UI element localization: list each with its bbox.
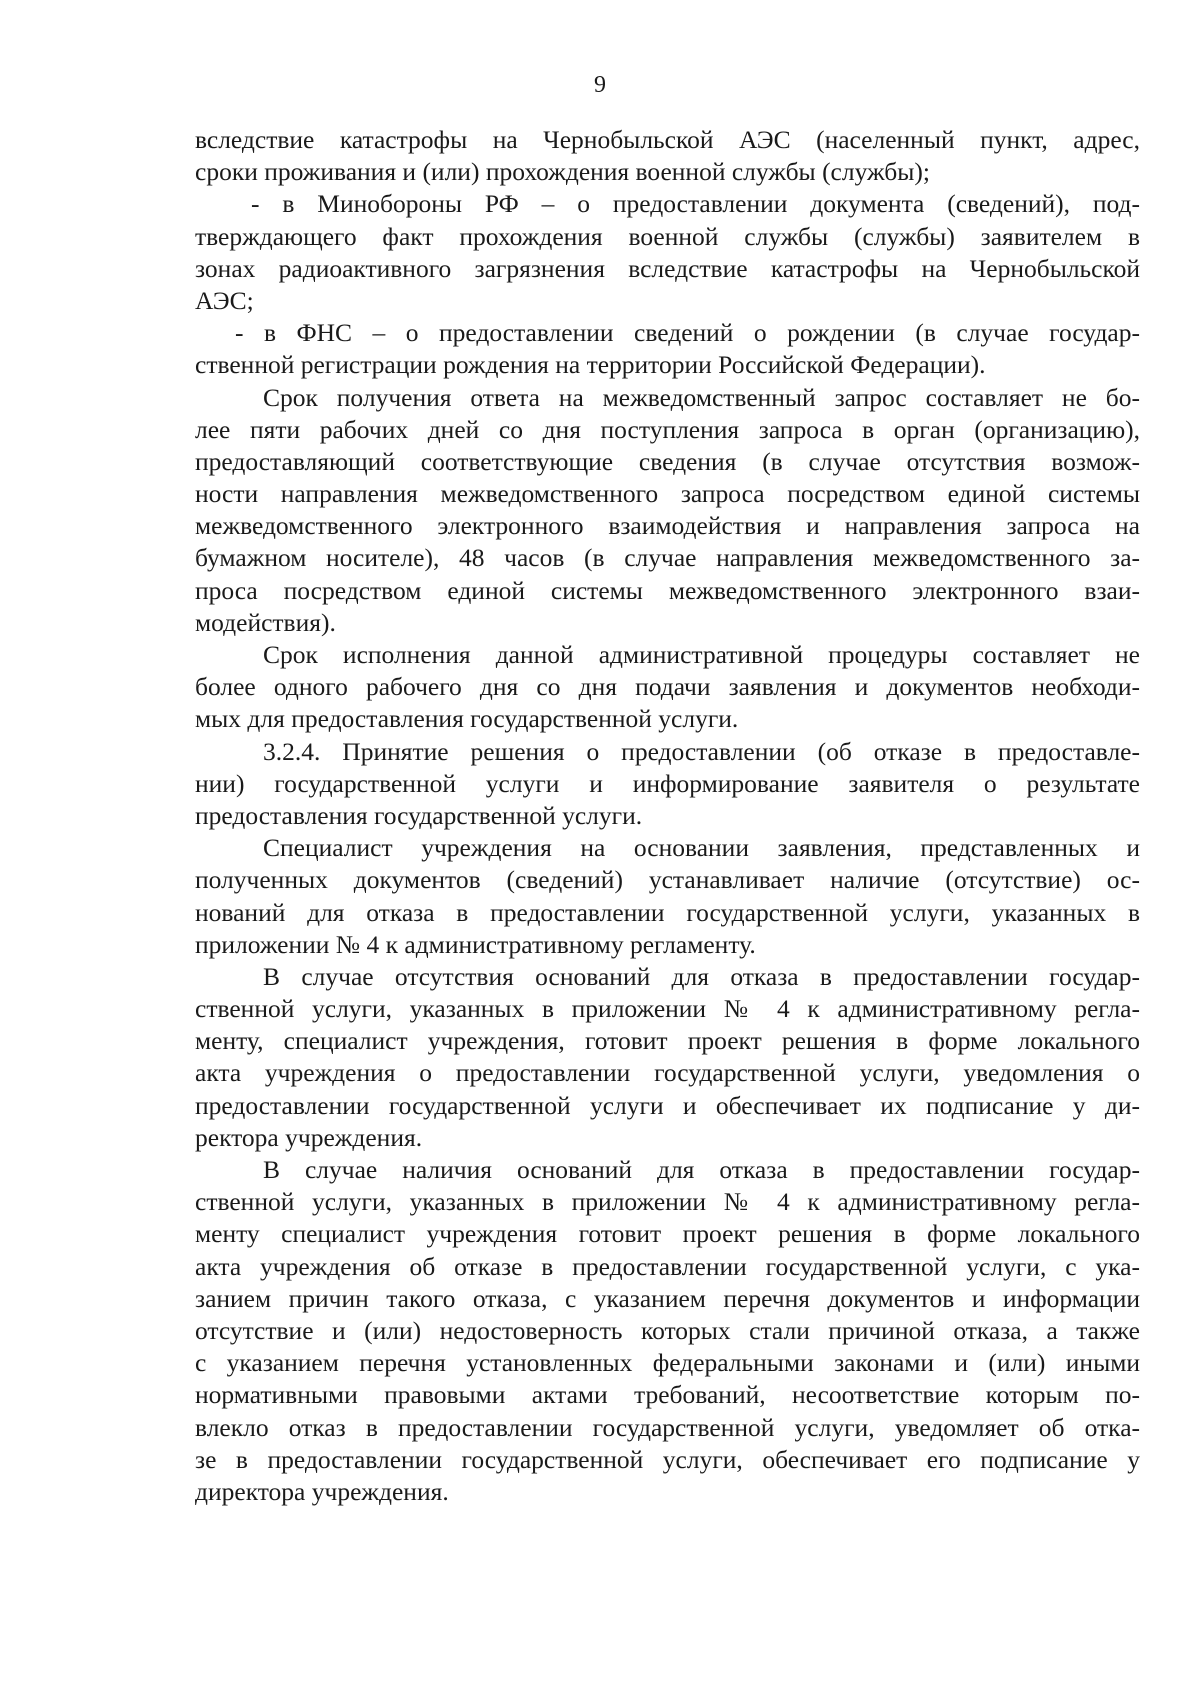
text-line: В случае наличия оснований для отказа в предоставлении государ- bbox=[263, 1155, 1140, 1184]
text-line: ректора учреждения. bbox=[195, 1122, 423, 1152]
text-line: акта учреждения о предоставлении государственной услуги, уведомления о bbox=[195, 1058, 1140, 1088]
text-line: ственной регистрации рождения на территории Российской Федерации). bbox=[195, 350, 986, 380]
text-line: тверждающего факт прохождения военной службы (службы) заявителем в bbox=[195, 221, 1140, 251]
document-body-text bbox=[195, 124, 1140, 1508]
text-line: менту специалист учреждения готовит проект решения в форме локального bbox=[195, 1219, 1140, 1249]
text-line: полученных документов (сведений) устанавливает наличие (отсутствие) ос- bbox=[195, 865, 1140, 895]
text-line: АЭС; bbox=[195, 285, 254, 315]
text-line: 3.2.4. Принятие решения о предоставлении (об отказе в предоставле- bbox=[263, 736, 1140, 766]
text-line: нормативными правовыми актами требований, несоответствие которым по- bbox=[195, 1380, 1140, 1410]
text-line: бумажном носителе), 48 часов (в случае направления межведомственного за- bbox=[195, 543, 1140, 573]
text-line: приложении № 4 к административному регламенту. bbox=[195, 929, 756, 959]
text-line: зонах радиоактивного загрязнения вследствие катастрофы на Чернобыльской bbox=[195, 253, 1140, 283]
text-line: Срок получения ответа на межведомственный запрос составляет не бо- bbox=[263, 382, 1140, 412]
text-line: более одного рабочего дня со дня подачи заявления и документов необходи- bbox=[195, 672, 1140, 702]
text-line: менту, специалист учреждения, готовит проект решения в форме локального bbox=[195, 1026, 1140, 1056]
text-line: лее пяти рабочих дней со дня поступления запроса в орган (организацию), bbox=[195, 414, 1140, 444]
text-line: влекло отказ в предоставлении государственной услуги, уведомляет об отка- bbox=[195, 1412, 1140, 1442]
text-line: мых для предоставления государственной услуги. bbox=[195, 704, 739, 734]
text-line: Срок исполнения данной административной процедуры составляет не bbox=[263, 640, 1140, 669]
text-line: нии) государственной услуги и информирование заявителя о результате bbox=[195, 768, 1140, 798]
text-line: модействия). bbox=[195, 607, 336, 637]
text-line: вследствие катастрофы на Чернобыльской АЭС (населенный пункт, адрес, bbox=[195, 125, 1140, 154]
text-line: предоставляющий соответствующие сведения (в случае отсутствия возмож- bbox=[195, 446, 1140, 476]
text-line: межведомственного электронного взаимодействия и направления запроса на bbox=[195, 511, 1140, 541]
text-line: зе в предоставлении государственной услуги, обеспечивает его подписание у bbox=[195, 1444, 1140, 1474]
text-line: - в Минобороны РФ – о предоставлении документа (сведений), под- bbox=[251, 189, 1140, 219]
text-line: проса посредством единой системы межведомственного электронного взаи- bbox=[195, 575, 1140, 605]
text-line: сроки проживания и (или) прохождения военной службы (службы); bbox=[195, 157, 930, 187]
text-line: предоставлении государственной услуги и обеспечивает их подписание у ди- bbox=[195, 1090, 1140, 1120]
text-line: ственной услуги, указанных в приложении № 4 к административному регла- bbox=[195, 1187, 1140, 1217]
text-line: ности направления межведомственного запроса посредством единой системы bbox=[195, 479, 1140, 509]
text-line: занием причин такого отказа, с указанием перечня документов и информации bbox=[195, 1283, 1140, 1313]
text-line: директора учреждения. bbox=[195, 1476, 449, 1506]
text-line: В случае отсутствия оснований для отказа в предоставлении государ- bbox=[263, 961, 1140, 991]
page-number: 9 bbox=[594, 72, 606, 98]
text-line: нований для отказа в предоставлении государственной услуги, указанных в bbox=[195, 897, 1140, 927]
text-line: отсутствие и (или) недостоверность которых стали причиной отказа, а также bbox=[195, 1315, 1140, 1345]
text-line: с указанием перечня установленных федеральными законами и (или) иными bbox=[195, 1348, 1140, 1378]
text-line: ственной услуги, указанных в приложении № 4 к административному регла- bbox=[195, 994, 1140, 1024]
text-line: - в ФНС – о предоставлении сведений о рождении (в случае государ- bbox=[235, 318, 1140, 348]
text-line: акта учреждения об отказе в предоставлении государственной услуги, с ука- bbox=[195, 1251, 1140, 1281]
text-line: Специалист учреждения на основании заявления, представленных и bbox=[263, 833, 1140, 863]
text-line: предоставления государственной услуги. bbox=[195, 800, 643, 830]
